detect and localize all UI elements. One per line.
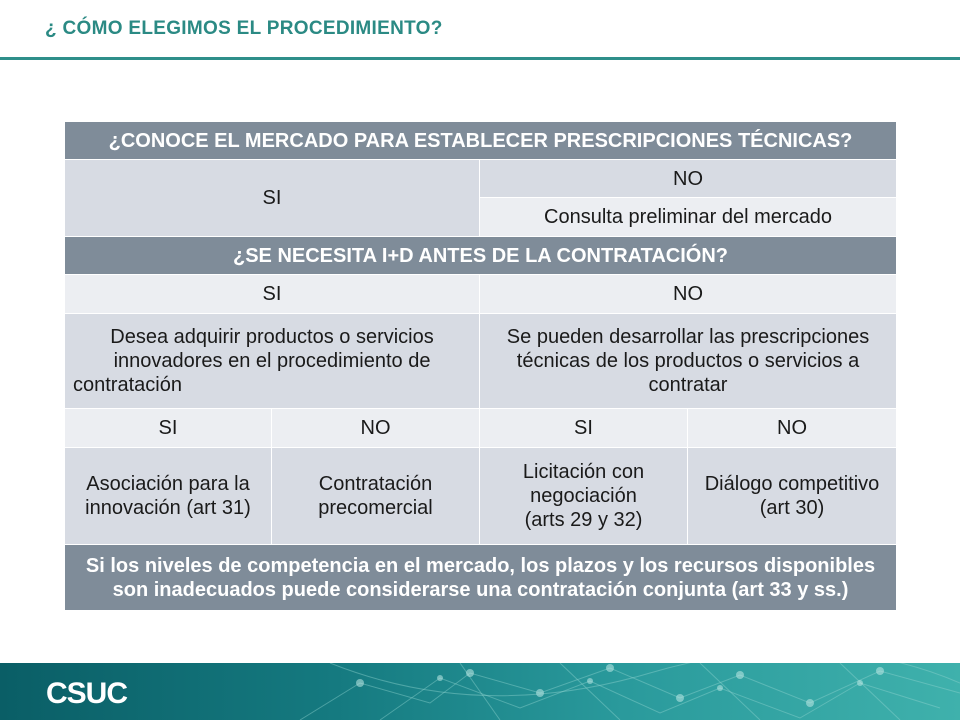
question-develop-specifications: Se pueden desarrollar las prescripciones técnicas de los productos o servicios a contratar: [480, 314, 897, 409]
answer-specifications-yes: SI: [480, 409, 688, 448]
negotiated-tender-label: Licitación con negociación: [522, 461, 645, 507]
answer-innovative-no: NO: [272, 409, 480, 448]
csuc-logo: CSUC: [46, 677, 128, 710]
procedure-negotiated-tender: [480, 448, 688, 545]
answer-specifications-no: NO: [688, 409, 897, 448]
question-market-knowledge: ¿CONOCE EL MERCADO PARA ESTABLECER PRESCRIPCIONES TÉCNICAS?: [65, 122, 897, 160]
joint-procurement-note: Si los niveles de competencia en el mercado, los plazos y los recursos disponibles son inadecuados puede considerarse una contratación conjunta (art 33 y ss.): [65, 545, 897, 611]
procedure-innovation-partnership: Asociación para la innovación (art 31): [65, 448, 272, 545]
procedure-decision-table: [64, 121, 897, 611]
network-pattern-decoration: [0, 663, 960, 720]
preliminary-market-consultation: Consulta preliminar del mercado: [480, 198, 897, 237]
footer-banner: [0, 663, 960, 720]
procedure-precommercial: Contratación precomercial: [272, 448, 480, 545]
negotiated-tender-articles: (arts 29 y 32): [524, 509, 643, 531]
answer-rd-no: NO: [480, 275, 897, 314]
slide-title: ¿ CÓMO ELEGIMOS EL PROCEDIMIENTO?: [45, 18, 443, 39]
answer-market-yes: SI: [65, 160, 480, 237]
question-acquire-innovative: Desea adquirir productos o servicios innovadores en el procedimiento de contratación: [65, 314, 480, 409]
question-rd-needed: ¿SE NECESITA I+D ANTES DE LA CONTRATACIÓN?: [65, 237, 897, 275]
title-divider: [0, 57, 960, 60]
answer-innovative-yes: SI: [65, 409, 272, 448]
answer-market-no: NO: [480, 160, 897, 198]
answer-rd-yes: SI: [65, 275, 480, 314]
procedure-competitive-dialogue: Diálogo competitivo (art 30): [688, 448, 897, 545]
